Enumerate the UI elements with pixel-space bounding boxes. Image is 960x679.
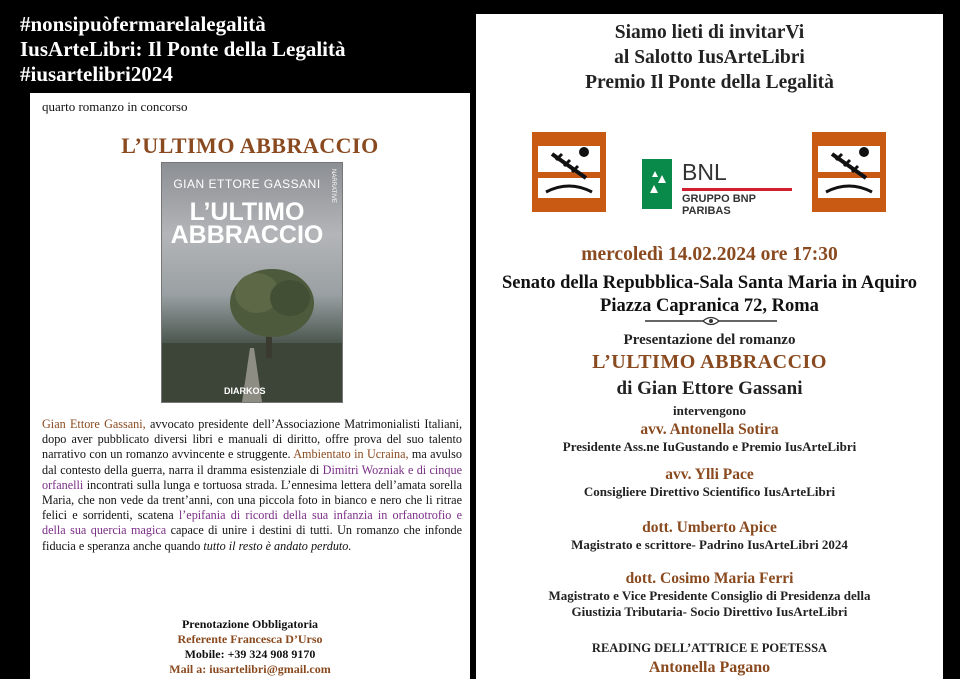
speaker-role: Magistrato e scrittore- Padrino IusArteLibri 2024 — [571, 537, 848, 552]
description-closing: tutto il resto è andato perduto. — [203, 538, 352, 553]
setting-highlight: Ambientato in Ucraina, — [293, 447, 409, 462]
book-cover — [161, 162, 343, 403]
speaker-role: Consigliere Direttivo Scientifico IusArteLibri — [583, 484, 836, 499]
book-title — [162, 198, 332, 249]
bnl-group: GRUPPO BNP PARIBAS — [682, 193, 756, 217]
memories-highlight: l’epifania di ricordi della sua infanzia in orfanotrofio e della sua quercia magica — [42, 508, 463, 538]
invite-line-1: Siamo lieti di invitarVi — [614, 22, 805, 43]
characters-highlight: Dimitri Wozniak e di cinque orfanelli — [42, 462, 462, 492]
book-title-line-1: L’ULTIMO — [189, 198, 305, 226]
invite-line-3: Premio Il Ponte della Legalità — [585, 72, 834, 93]
event-venue — [476, 272, 943, 318]
hashtag-header — [20, 12, 470, 87]
speaker-2 — [476, 466, 943, 500]
speaker-name: avv. Antonella Sotira — [640, 421, 779, 438]
speakers-label: intervengono — [673, 403, 746, 418]
booking-referent: Referente Francesca D’Urso — [177, 632, 323, 646]
presentation-label: Presentazione del romanzo — [623, 332, 796, 348]
bnl-stars-icon — [642, 159, 672, 209]
venue-line-1: Senato della Repubblica-Sala Santa Maria in Aquiro — [502, 273, 917, 293]
presented-novel: L’ULTIMO ABBRACCIO — [592, 351, 827, 373]
hashtag-line-2: IusArteLibri: Il Ponte della Legalità — [20, 37, 346, 61]
book-scales-icon — [812, 132, 886, 212]
author-name: Gian Ettore Gassani, — [42, 417, 146, 431]
book-scales-icon — [532, 132, 606, 212]
speaker-4 — [476, 570, 943, 620]
bnl-divider — [682, 188, 792, 191]
speaker-role: Presidente Ass.ne IuGustando e Premio IusArteLibri — [562, 439, 857, 454]
booking-contact — [30, 617, 470, 677]
speaker-3 — [476, 519, 943, 553]
event-date: mercoledì 14.02.2024 ore 17:30 — [581, 244, 838, 265]
booking-mobile: Mobile: +39 324 908 9170 — [184, 647, 316, 661]
book-title-line-2: ABBRACCIO — [170, 221, 324, 249]
left-panel — [30, 93, 470, 679]
reader-name: Antonella Pagano — [648, 659, 771, 676]
speaker-name: dott. Umberto Apice — [642, 519, 777, 536]
invitation-heading — [476, 20, 943, 95]
booking-required: Prenotazione Obbligatoria — [181, 617, 319, 631]
presented-author: di Gian Ettore Gassani — [616, 378, 803, 399]
bnl-sponsor-logo — [642, 159, 792, 215]
iusartelibri-logo-right — [812, 132, 886, 212]
description-part-4: capace di unire i destini di tutti. Un romanzo che infonde fiducia e speranza anche quando — [42, 523, 462, 553]
speaker-role-line-2: Giustizia Tributaria- Socio Direttivo IusArteLibri — [571, 604, 848, 619]
hashtag-line-1: #nonsipuòfermarelalegalità — [20, 12, 266, 36]
description-part-2: ma avulso dal contesto della guerra, narra il dramma esistenziale di — [42, 447, 462, 477]
speaker-1 — [476, 421, 943, 455]
booking-email: Mail a: iusartelibri@gmail.com — [169, 662, 331, 676]
venue-line-2: Piazza Capranica 72, Roma — [600, 296, 819, 316]
competition-note: quarto romanzo in concorso — [42, 99, 188, 114]
book-series: NARRATIVE — [330, 169, 336, 203]
book-publisher: DIARKOS — [224, 386, 266, 396]
novel-title: L’ULTIMO ABBRACCIO — [121, 133, 379, 158]
bnl-name: BNL — [682, 159, 727, 185]
speaker-name: dott. Cosimo Maria Ferri — [625, 570, 794, 587]
ornament-divider — [641, 314, 781, 328]
right-panel — [476, 14, 943, 679]
hashtag-line-3: #iusartelibri2024 — [20, 62, 173, 86]
speaker-role-line-1: Magistrato e Vice Presidente Consiglio di Presidenza della — [548, 588, 871, 603]
reading-label: READING DELL’ATTRICE E POETESSA — [591, 641, 828, 655]
speaker-name: avv. Ylli Pace — [665, 466, 754, 483]
description-part-3: incontrati sulla lunga e tortuosa strada. L’ennesima lettera dell’amata sorella Maria, che non vede da trent’anni, con una piccola foto in bianco e nero che li ritrae felici e sorridenti, scatena — [42, 477, 462, 523]
iusartelibri-logo-left — [532, 132, 606, 212]
invite-line-2: al Salotto IusArteLibri — [614, 47, 805, 68]
description-part-1: avvocato presidente dell’Associazione Matrimonialisti Italiani, dopo aver pubblicato diversi libri e manuali di diritto, offre prova del suo talento narrativo con un romanzo avvincente e struggente. — [42, 417, 462, 462]
book-author: GIAN ETTORE GASSANI — [173, 177, 321, 191]
novel-description — [42, 417, 462, 554]
